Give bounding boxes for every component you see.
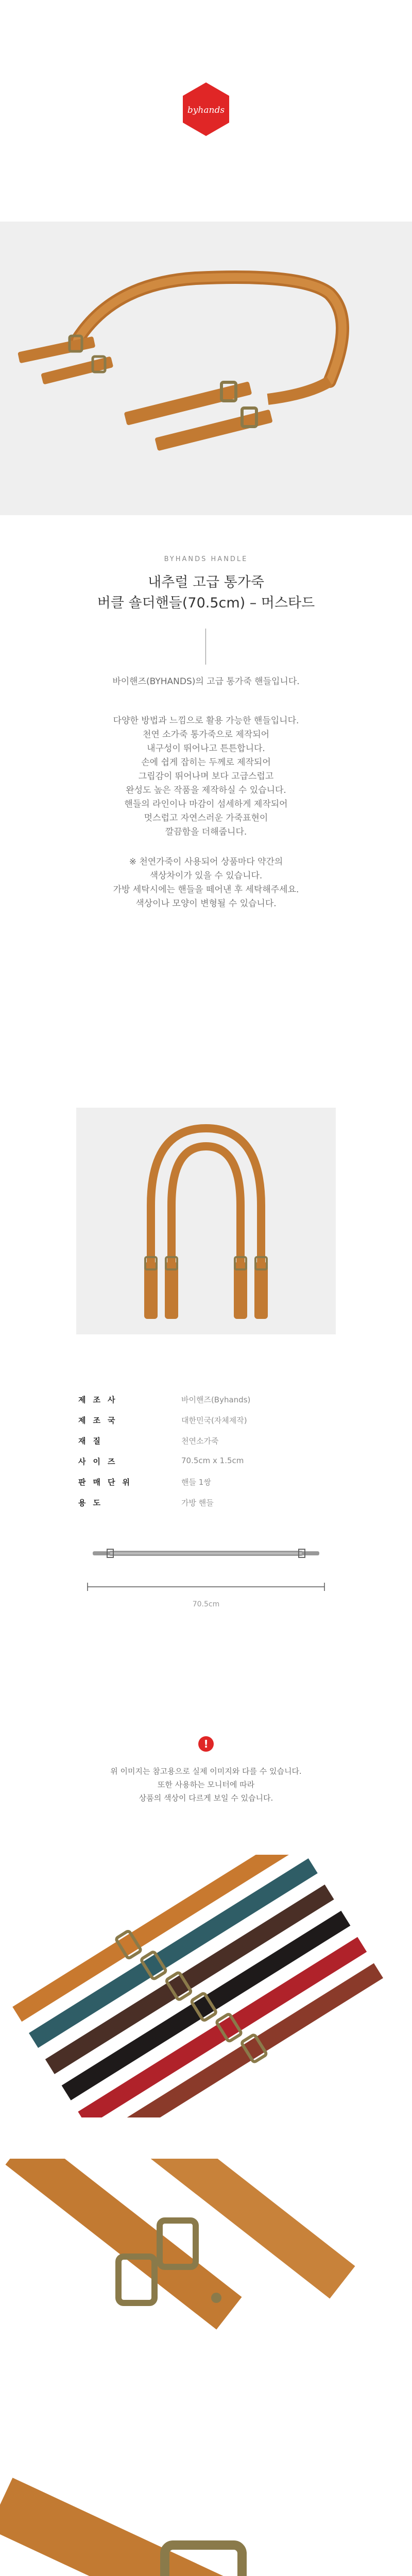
brand-subtitle: BYHANDS HANDLE (164, 555, 248, 563)
product-title-line2: 버클 숄더핸들(70.5cm) – 머스타드 (97, 595, 315, 611)
leather-handle-illustration (0, 222, 412, 515)
spec-label: 사이즈 (78, 1457, 123, 1466)
handle-pair-illustration (76, 1108, 336, 1334)
detail-photo-strap (0, 2468, 412, 2576)
color-variants-photo (0, 1855, 412, 2117)
product-figure (76, 1108, 336, 1334)
spec-value: 핸들 1쌍 (181, 1478, 211, 1487)
spec-value: 70.5cm x 1.5cm (181, 1456, 244, 1465)
color-straps-illustration (0, 1855, 412, 2117)
alert-icon: ! (198, 1736, 214, 1752)
description-line: 내구성이 뛰어나고 튼튼합니다. (147, 743, 265, 754)
notice-line: 또한 사용하는 모니터에 따라 (157, 1780, 255, 1789)
description-line: 멋스럽고 자연스러운 가죽표현이 (144, 813, 268, 823)
logo-text: byhands (187, 105, 225, 115)
strap-closeup-illustration (0, 2468, 412, 2576)
hero-product-photo (0, 222, 412, 515)
spec-row (78, 1477, 336, 1490)
spec-value: 가방 핸들 (181, 1498, 214, 1507)
spec-row (78, 1394, 336, 1408)
spec-label: 판매단위 (78, 1478, 137, 1487)
spec-value: 천연소가죽 (181, 1436, 219, 1446)
intro-text: 바이핸즈(BYHANDS)의 고급 통가죽 핸들입니다. (112, 676, 300, 687)
spec-value: 바이핸즈(Byhands) (181, 1395, 251, 1404)
description-line: 그립감이 뛰어나며 보다 고급스럽고 (138, 771, 274, 782)
title-divider (205, 629, 206, 665)
spec-label: 재질 (78, 1436, 108, 1446)
description-line: 다양한 방법과 느낌으로 활용 가능한 핸들입니다. (113, 716, 299, 726)
description-line: 핸들의 라인이나 마감이 섬세하게 제작되어 (124, 799, 288, 809)
product-title-line1: 내추럴 고급 통가죽 (148, 574, 264, 590)
spec-row (78, 1415, 336, 1428)
caution-line: 색상차이가 있을 수 있습니다. (149, 871, 263, 881)
dimension-label: 70.5cm (192, 1600, 220, 1608)
spec-row (78, 1435, 336, 1449)
notice-line: 위 이미지는 참고용으로 실제 이미지와 다를 수 있습니다. (110, 1767, 302, 1776)
description-line: 완성도 높은 작품을 제작하실 수 있습니다. (126, 785, 286, 795)
brand-logo (178, 81, 234, 138)
spec-label: 제조사 (78, 1395, 123, 1404)
spec-row (78, 1456, 336, 1469)
dimension-diagram (77, 1535, 335, 1607)
description-line: 깔끔함을 더해줍니다. (165, 827, 247, 837)
spec-value: 대한민국(자체제작) (181, 1416, 247, 1425)
caution-line: ※ 천연가죽이 사용되어 상품마다 약간의 (129, 857, 283, 867)
description-line: 천연 소가죽 통가죽으로 제작되어 (142, 730, 270, 740)
spec-row (78, 1497, 336, 1511)
caution-line: 가방 세탁시에는 핸들을 떼어낸 후 세탁해주세요. (113, 885, 299, 895)
buckle-closeup-illustration (0, 2159, 412, 2427)
caution-line: 색상이나 모양이 변형될 수 있습니다. (135, 899, 277, 909)
detail-photo-buckle (0, 2159, 412, 2427)
notice-line: 상품의 색상이 다르게 보일 수 있습니다. (139, 1793, 273, 1803)
spec-label: 제조국 (78, 1416, 123, 1425)
spec-label: 용도 (78, 1498, 108, 1507)
description-line: 손에 쉽게 잡히는 두께로 제작되어 (141, 757, 271, 768)
